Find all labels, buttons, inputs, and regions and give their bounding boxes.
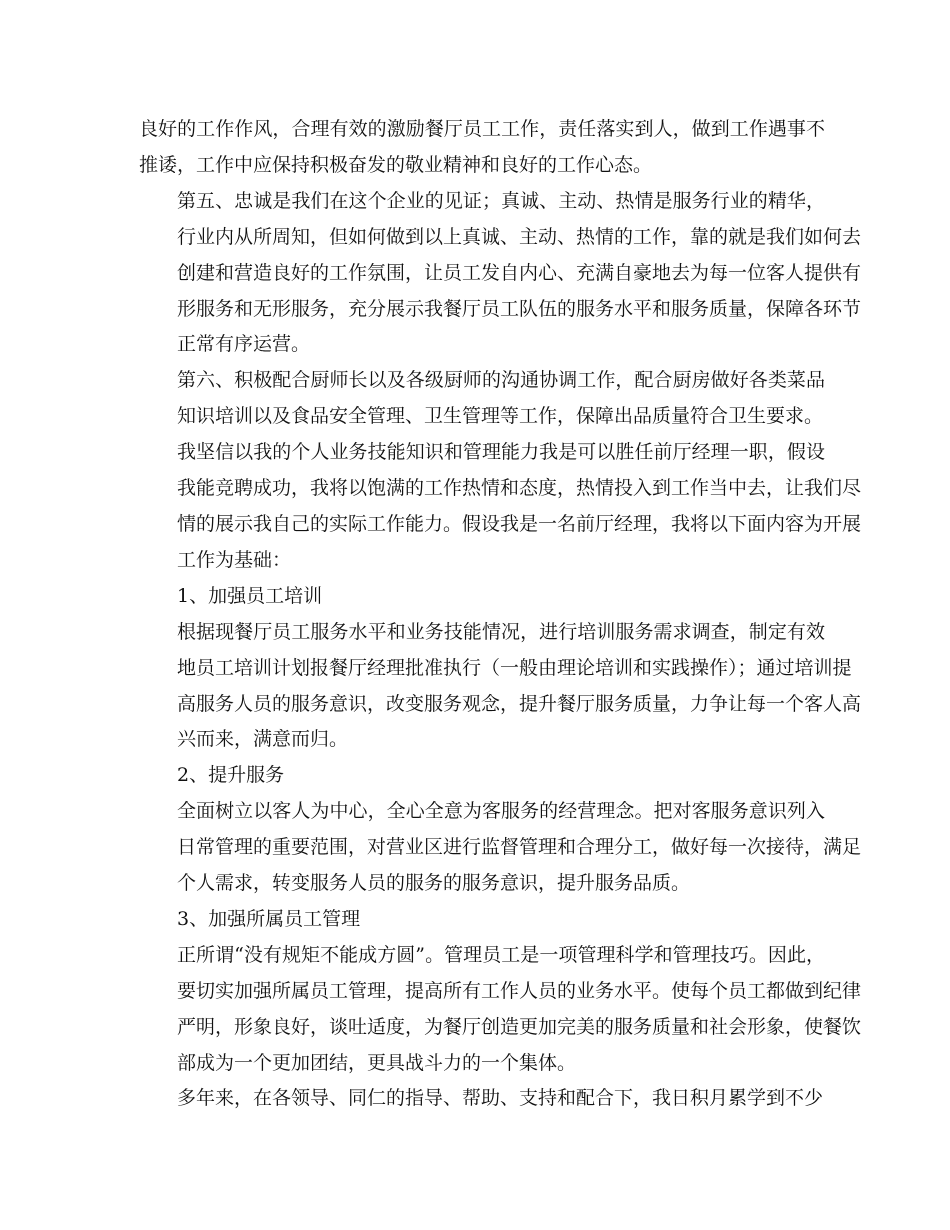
text-line: 我坚信以我的个人业务技能知识和管理能力我是可以胜任前厅经理一职，假设 — [177, 441, 825, 464]
paragraph — [139, 758, 825, 794]
text-line: 良好的工作作风，合理有效的激励餐厅员工工作，责任落实到人，做到工作遇事不 — [139, 118, 825, 140]
text-line: 2、提升服务 — [177, 764, 285, 787]
paragraph — [139, 902, 825, 938]
paragraph — [139, 184, 862, 364]
text-line: 正常有序运营。 — [177, 333, 311, 356]
text-line: 第六、积极配合厨师长以及各级厨师的沟通协调工作，配合厨房做好各类菜品 — [177, 369, 825, 392]
text-line: 第五、忠诚是我们在这个企业的见证；真诚、主动、热情是服务行业的精华， — [177, 189, 825, 212]
text-line: 根据现餐厅员工服务水平和业务技能情况，进行培训服务需求调查，制定有效 — [177, 620, 825, 643]
text-line: 兴而来，满意而归。 — [177, 728, 349, 751]
paragraph — [139, 938, 862, 1082]
text-line: 行业内从所周知，但如何做到以上真诚、主动、热情的工作，靠的就是我们如何去 — [177, 225, 862, 248]
paragraph — [139, 112, 825, 184]
text-line: 3、加强所属员工管理 — [177, 907, 361, 930]
text-line: 知识培训以及食品安全管理、卫生管理等工作，保障出品质量符合卫生要求。 — [177, 405, 824, 428]
text-line: 推诿，工作中应保持积极奋发的敬业精神和良好的工作心态。 — [139, 153, 653, 176]
text-line: 日常管理的重要范围，对营业区进行监督管理和合理分工，做好每一次接待，满足 — [177, 836, 862, 859]
paragraph — [139, 363, 825, 435]
text-line: 我能竞聘成功，我将以饱满的工作热情和态度，热情投入到工作当中去，让我们尽 — [177, 477, 862, 500]
paragraph — [139, 435, 862, 579]
text-line: 创建和营造良好的工作氛围，让员工发自内心、充满自豪地去为每一位客人提供有 — [177, 261, 862, 284]
text-line: 严明，形象良好，谈吐适度，为餐厅创造更加完美的服务质量和社会形象，使餐饮 — [177, 1015, 862, 1038]
text-line: 工作为基础： — [177, 548, 292, 571]
paragraph — [139, 579, 825, 615]
text-line: 个人需求，转变服务人员的服务的服务意识，提升服务品质。 — [177, 872, 691, 895]
text-line: 1、加强员工培训 — [177, 584, 323, 607]
text-line: 要切实加强所属员工管理，提高所有工作人员的业务水平。使每个员工都做到纪律 — [177, 979, 862, 1002]
text-line: 高服务人员的服务意识，改变服务观念，提升餐厅服务质量，力争让每一个客人高 — [177, 692, 862, 715]
text-line: 形服务和无形服务，充分展示我餐厅员工队伍的服务水平和服务质量，保障各环节 — [177, 297, 862, 320]
paragraph — [139, 794, 862, 902]
text-line: 情的展示我自己的实际工作能力。假设我是一名前厅经理，我将以下面内容为开展 — [177, 512, 862, 535]
body-text — [139, 112, 862, 1117]
text-line: 多年来，在各领导、同仁的指导、帮助、支持和配合下，我日积月累学到不少 — [177, 1087, 824, 1110]
text-line: 正所谓“没有规矩不能成方圆”。管理员工是一项管理科学和管理技巧。因此， — [177, 943, 825, 966]
text-line: 全面树立以客人为中心，全心全意为客服务的经营理念。把对客服务意识列入 — [177, 800, 825, 823]
text-line: 部成为一个更加团结，更具战斗力的一个集体。 — [177, 1051, 577, 1074]
text-line: 地员工培训计划报餐厅经理批准执行（一般由理论培训和实践操作）；通过培训提 — [177, 656, 852, 679]
paragraph — [139, 1081, 825, 1117]
paragraph — [139, 615, 862, 759]
